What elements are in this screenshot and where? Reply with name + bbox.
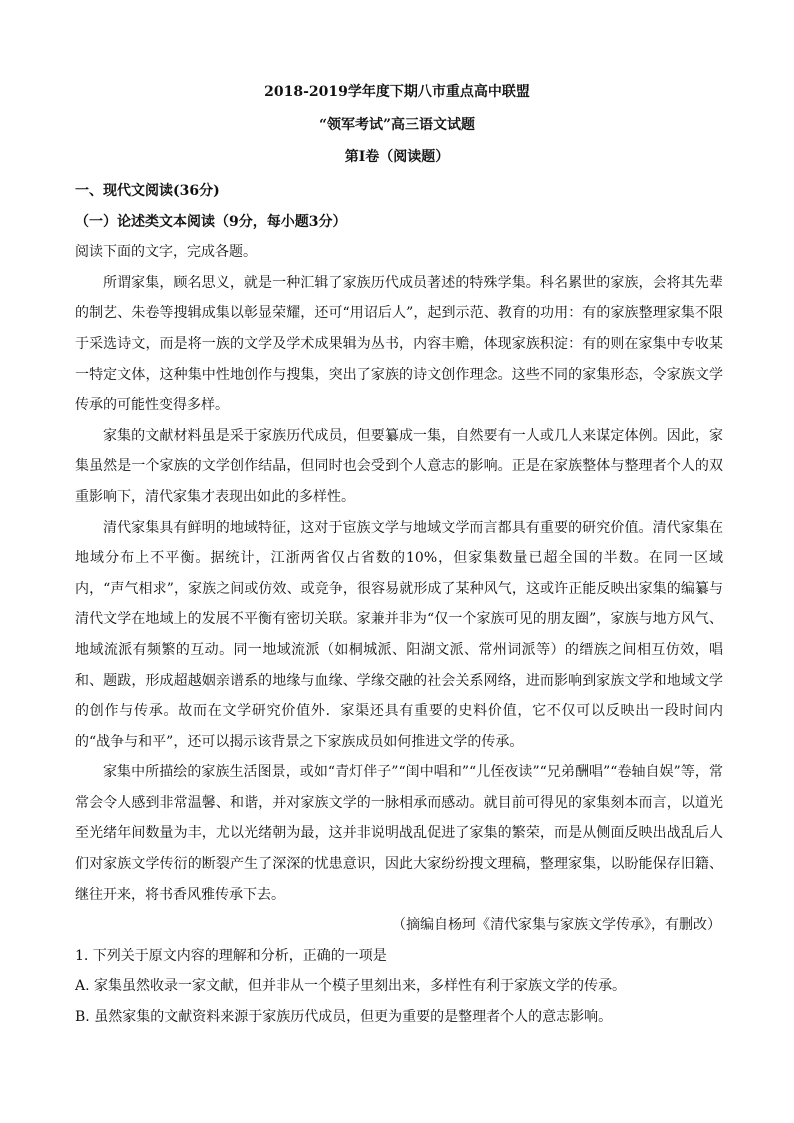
exam-content [75, 176, 723, 1033]
option-a: A. 家集虽然收录一家文献，但并非从一个模子里刻出来，多样性有利于家族文学的传承。 [75, 978, 627, 995]
section-heading: 一、现代文阅读(36分) [75, 183, 220, 199]
section-subheading: （一）论述类文本阅读（9分，每小题3分） [75, 213, 347, 230]
paragraph-4: 家集中所描绘的家族生活图景，或如“青灯伴子”“闺中唱和”“儿侄夜读”“兄弟酬唱”“卷轴自娱”等，常常会令人感到非常温馨、和谐，并对家族文学的一脉相承而感动。就目前可得见的家集刻本而言，以道光至光绪年间数量为丰，尤以光绪朝为最，这并非说明战乱促进了家集的繁荣，而是从侧面反映出战乱后人们对家族文学传衍的断裂产生了深深的忧患意识，因此大家纷纷搜文理稿，整理家集，以盼能保存旧籍、继往开来，将书香风雅传承下去。 [75, 764, 723, 903]
option-b: B. 虽然家集的文献资料来源于家族历代成员，但更为重要的是整理者个人的意志影响。 [75, 1009, 613, 1026]
paragraph-1: 所谓家集，顾名思义，就是一种汇辑了家族历代成员著述的特殊学集。科名累世的家族，会将其先辈的制艺、朱卷等搜辑成集以彰显荣耀，还可“用诏后人”，起到示范、教育的功用：有的家族整理家集不限于采选诗文，而是将一族的文学及学术成果辑为丛书，内容丰赡，体现家族积淀：有的则在家集中专收某一特定文体，这种集中性地创作与搜集，突出了家族的诗文创作理念。这些不同的家集形态，令家族文学传承的可能性变得多样。 [75, 274, 723, 414]
source-citation: （摘编自杨珂《清代家集与家族文学传承》，有删改） [392, 917, 721, 934]
paragraph-3: 清代家集具有鲜明的地域特征，这对于宦族文学与地域文学而言都具有重要的研究价值。清代家集在地域分布上不平衡。据统计，江浙两省仅占省数的10%，但家集数量已超全国的半数。在同一区域内，“声气相求”，家族之间或仿效、或竞争，很容易就形成了某种风气，这或许正能反映出家集的编纂与清代文学在地域上的发展不平衡有密切关联。家兼并非为“仅一个家族可见的朋友圈”，家族与地方风气、地域流派有频繁的互动。同一地域流派（如桐城派、阳湖文派、常州词派等）的缙族之间相互仿效，唱和、题跋，形成超越姻亲谱系的地缘与血缘、学缘交融的社会关系网络，进而影响到家族文学和地域文学的创作与传承。故而在文学研究价值外．家渠还具有重要的史料价值，它不仅可以反映出一段时间内的“战争与和平”，还可以揭示该背景之下家族成员如何推进文学的传承。 [75, 519, 723, 750]
exam-title: 2018-2019学年度下期八市重点高中联盟 [264, 84, 530, 100]
reading-instruction: 阅读下面的文字，完成各题。 [75, 244, 257, 261]
question-stem: 1. 下列关于原文内容的理解和分析，正确的一项是 [75, 947, 387, 964]
volume-title: 第Ⅰ卷（阅读题） [344, 149, 450, 165]
exam-subtitle: “领军考试”高三语文试题 [318, 117, 476, 133]
paragraph-2: 家集的文献材料虽是采于家族历代成员，但要纂成一集，自然要有一人或几人来谋定体例。因此，家集虽然是一个家族的文学创作结晶，但同时也会受到个人意志的影响。正是在家族整体与整理者个人的双重影响下，清代家集才表现出如此的多样性。 [75, 427, 723, 505]
